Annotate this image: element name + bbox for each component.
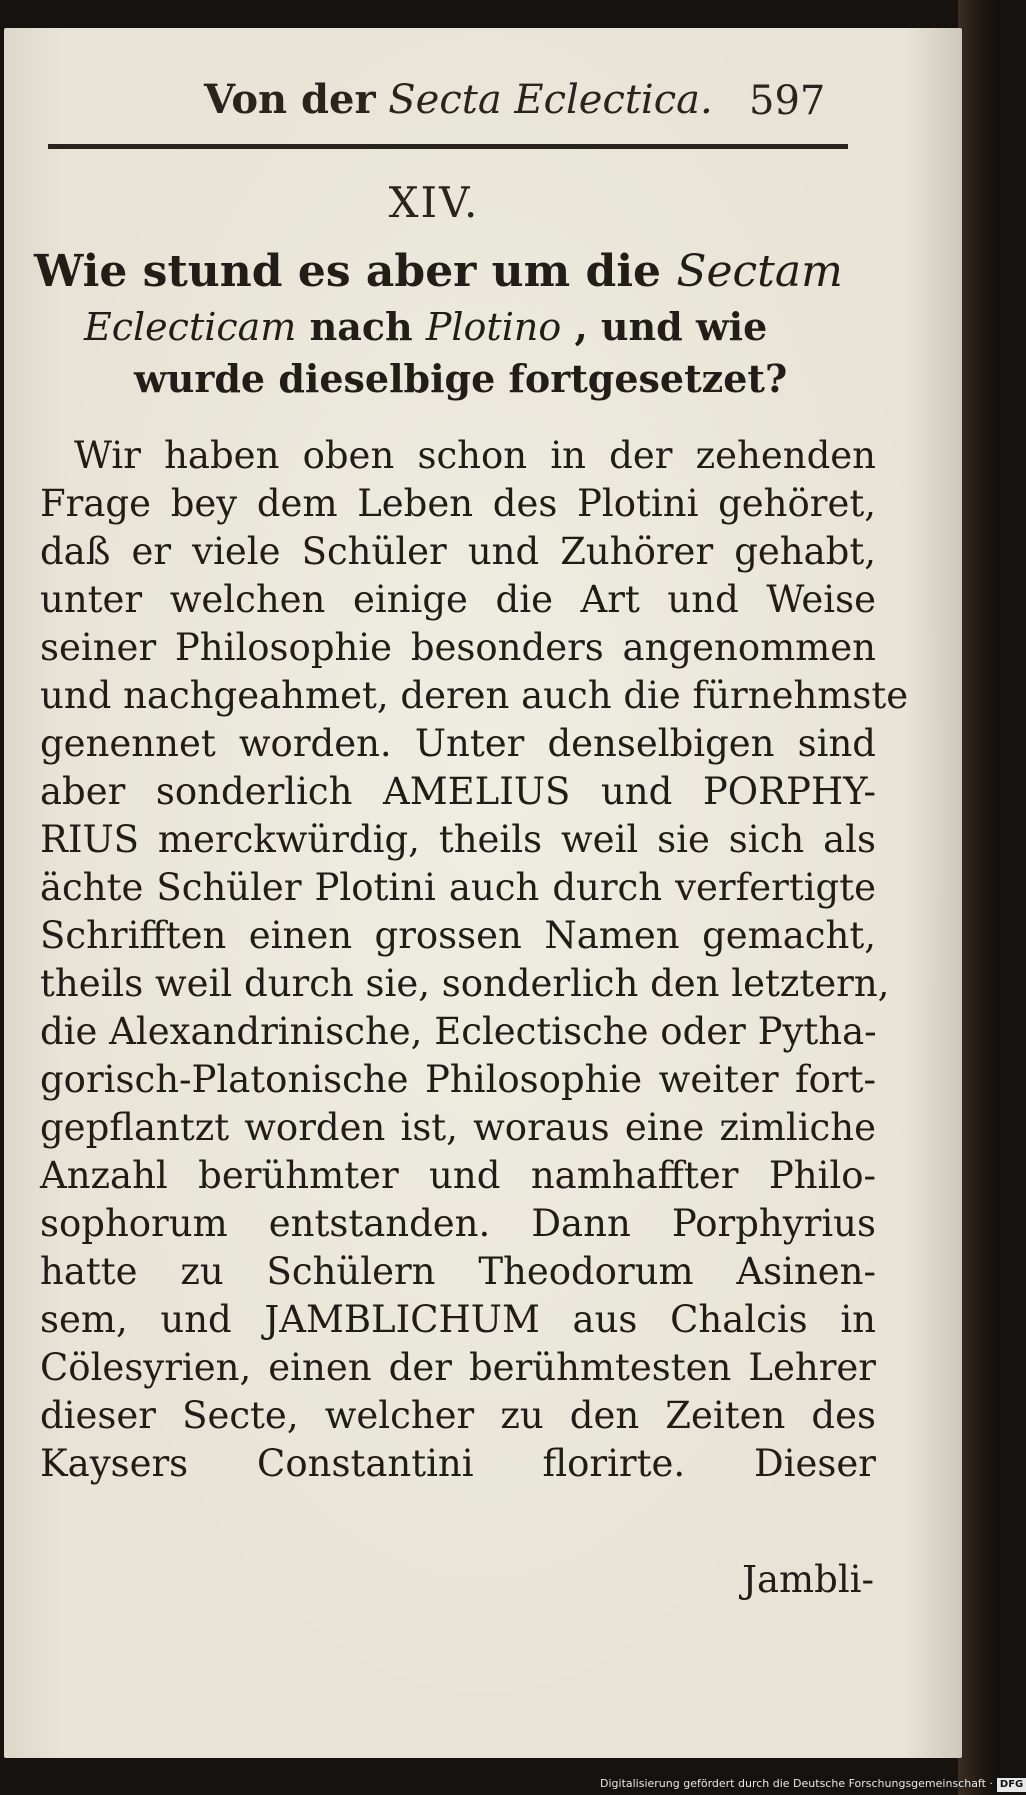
page-number: 597 [749,78,826,124]
body-line: unter welchen einige die Art und Weise [40,578,876,621]
body-line: seiner Philosophie besonders angenommen [40,626,876,669]
body-line: genennet worden. Unter denselbigen sind [40,722,876,765]
question-line-2-german-a: nach [309,304,413,349]
question-line-1-latin: Sectam [676,246,843,297]
question-line-2-german-b: , und wie [574,304,768,349]
digitization-credit [600,1776,1024,1792]
page-content [4,28,962,1758]
body-line: RIUS merckwürdig, theils weil sie sich als [40,818,876,861]
question-line-2-latin-b: Plotino [425,305,562,349]
running-head-german: Von der [204,76,376,123]
body-line: sophorum entstanden. Dann Porphyrius [40,1202,876,1245]
scan-background-edge [958,0,1000,1795]
body-line: Wir haben oben schon in der zehenden [74,434,876,477]
body-line: Cölesyrien, einen der berühmtesten Lehrer [40,1346,876,1389]
body-line: Frage bey dem Leben des Plotini gehöret, [40,482,876,525]
catchword: Jambli- [742,1558,874,1601]
body-line: aber sonderlich AMELIUS und PORPHY- [40,770,876,813]
question-line-2 [84,304,767,349]
question-line-3-text: wurde dieselbige fortgesetzet? [134,356,788,401]
header-rule [48,144,848,149]
running-head [204,76,713,136]
body-line: ächte Schüler Plotini auch durch verfertigte [40,866,876,909]
body-line: hatte zu Schülern Theodorum Asinen- [40,1250,876,1293]
question-line-1-german: Wie stund es aber um die [34,246,662,297]
body-line: sem, und JAMBLICHUM aus Chalcis in [40,1298,876,1341]
body-line: dieser Secte, welcher zu den Zeiten des [40,1394,876,1437]
body-line: die Alexandrinische, Eclectische oder Pytha- [40,1010,877,1053]
running-head-latin: Secta Eclectica. [388,77,713,123]
dfg-logo: DFG [997,1778,1026,1792]
body-line: gepflantzt worden ist, woraus eine zimliche [40,1106,876,1149]
question-line-3 [134,356,787,401]
body-line: gorisch-Platonische Philosophie weiter fort- [40,1058,876,1101]
question-line-1 [34,246,843,297]
question-line-2-latin-a: Eclecticam [84,305,297,349]
body-line: theils weil durch sie, sonderlich den letztern, [40,962,890,1005]
body-line: Anzahl berühmter und namhaffter Philo- [40,1154,876,1197]
body-line: und nachgeahmet, deren auch die fürnehmste [40,674,909,717]
body-line: daß er viele Schüler und Zuhörer gehabt, [40,530,876,573]
body-line: Schrifften einen grossen Namen gemacht, [40,914,876,957]
section-number: XIV. [388,178,480,227]
body-line: Kaysers Constantini florirte. Dieser [40,1442,876,1485]
digitization-credit-text: Digitalisierung gefördert durch die Deutsche Forschungsgemeinschaft · [600,1777,993,1790]
book-page [4,28,962,1758]
